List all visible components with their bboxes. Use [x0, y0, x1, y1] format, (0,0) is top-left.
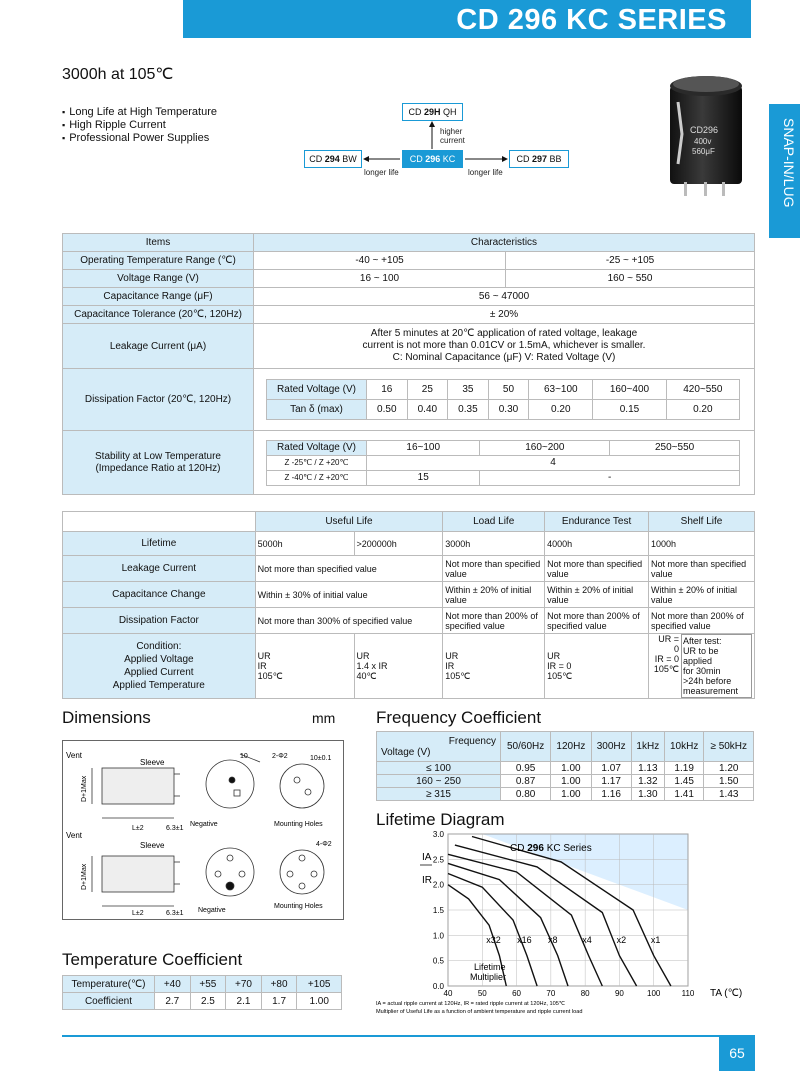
- freq-value: 1.00: [551, 762, 591, 775]
- temp-value: +55: [190, 976, 226, 993]
- sleeve-label: Sleeve: [140, 758, 165, 767]
- series-label: x4: [582, 934, 592, 945]
- life-cell: 4000h: [545, 532, 649, 556]
- temperature-table: [62, 975, 342, 1010]
- y-tick-label: 3.0: [432, 830, 444, 839]
- df-label: Dissipation Factor (20℃, 120Hz): [63, 369, 254, 431]
- phi-label: 4-Φ2: [316, 841, 332, 848]
- chart-footnote: Multiplier of Useful Life as a function of ambient temperature and ripple current load: [376, 1009, 583, 1015]
- spec-table: [62, 233, 755, 495]
- life-cell: Within ± 20% of initial value: [545, 582, 649, 608]
- life-header: Load Life: [443, 512, 545, 532]
- lifetime-diagram-title: Lifetime Diagram: [376, 810, 505, 829]
- y-label-top: IA: [422, 852, 432, 863]
- freq-value: 1.43: [704, 788, 754, 801]
- condition-cell: UR IR 105℃: [443, 634, 545, 699]
- df-value: 0.35: [448, 400, 489, 420]
- frequency-title: Frequency Coefficient: [376, 708, 542, 727]
- df-value: 0.15: [593, 400, 666, 420]
- temp-value: +80: [261, 976, 297, 993]
- series-label: x32: [486, 934, 501, 945]
- dmax-label: D+1Max: [81, 863, 88, 890]
- freq-value: 1.32: [631, 775, 664, 788]
- life-row-label: Dissipation Factor: [63, 608, 256, 634]
- stab-z2-value: -: [480, 470, 740, 485]
- chart-footnote: IA = actual ripple current at 120Hz, IR = rated ripple current at 120Hz, 105℃: [376, 1001, 566, 1007]
- life-cell: Within ± 20% of initial value: [649, 582, 755, 608]
- temp-head-label: Temperature(℃): [63, 976, 155, 993]
- chart-series-label: CD 296 KC Series: [510, 843, 592, 854]
- coef-value: 2.7: [155, 993, 191, 1010]
- df-voltage: 35: [448, 380, 489, 400]
- footer-line: [62, 1035, 751, 1037]
- mounting-label: Mounting Holes: [274, 903, 323, 910]
- items-header: Items: [63, 234, 254, 252]
- temp-value: +105: [297, 976, 342, 993]
- spec-value: 56 ~ 47000: [254, 288, 755, 306]
- freq-col: 1kHz: [631, 732, 664, 762]
- df-tan-label: Tan δ (max): [267, 400, 367, 420]
- y-tick-label: 2.0: [432, 880, 444, 890]
- freq-value: 1.17: [591, 775, 631, 788]
- family-box-left: CD 294 BW: [304, 150, 362, 168]
- multiplier-label: Lifetime Multiplier: [470, 962, 507, 982]
- feature-item: ▪ Professional Power Supplies: [62, 132, 217, 145]
- spec-value: -40 ~ +105: [254, 252, 506, 270]
- spec-value: 160 ~ 550: [506, 270, 755, 288]
- freq-value: 1.19: [664, 762, 704, 775]
- life-cell: Not more than 300% of specified value: [255, 608, 443, 634]
- df-voltage: 63~100: [529, 380, 593, 400]
- stability-table: [266, 440, 740, 486]
- leakage-label: Leakage Current (μA): [63, 324, 254, 369]
- life-cell: Within ± 30% of initial value: [255, 582, 443, 608]
- life-cell: Not more than specified value: [649, 556, 755, 582]
- dimensions-drawing: [62, 740, 344, 920]
- df-value: 0.40: [407, 400, 448, 420]
- cap-print-2: 400v: [694, 137, 712, 146]
- spec-value: ± 20%: [254, 306, 755, 324]
- freq-voltage: ≥ 315: [377, 788, 501, 801]
- coef-value: 2.5: [190, 993, 226, 1010]
- side-tab-label: SNAP-IN/LUG: [781, 118, 797, 208]
- life-row-label: Lifetime: [63, 532, 256, 556]
- vent-label: Vent: [66, 831, 83, 840]
- coef-value: 2.1: [226, 993, 262, 1010]
- x-tick-label: 80: [580, 989, 590, 998]
- page-number: 65: [719, 1035, 755, 1071]
- y-label-bottom: IR: [422, 875, 432, 886]
- x-axis-label: TA (℃): [710, 988, 743, 999]
- stab-voltage: 250~550: [610, 440, 740, 455]
- freq-value: 1.00: [551, 775, 591, 788]
- life-header: Shelf Life: [649, 512, 755, 532]
- family-box-right: CD 297 BB: [509, 150, 569, 168]
- dmax-label: D+1Max: [81, 775, 88, 802]
- series-line-x8: [448, 863, 568, 986]
- feature-item: ▪ High Ripple Current: [62, 119, 217, 132]
- life-cell: Not more than specified value: [545, 556, 649, 582]
- after-test-note: After test: UR to be applied for 30min >24h before measurement: [681, 634, 752, 698]
- freq-value: 0.95: [501, 762, 551, 775]
- y-tick-label: 0.0: [432, 982, 444, 991]
- df-value: 0.20: [529, 400, 593, 420]
- df-head: Rated Voltage (V): [267, 380, 367, 400]
- life-table: [62, 511, 755, 699]
- series-header-bar: [183, 0, 751, 38]
- series-label: x1: [650, 934, 661, 945]
- series-label: x16: [517, 934, 532, 945]
- freq-value: 1.45: [664, 775, 704, 788]
- freq-value: 1.07: [591, 762, 631, 775]
- df-value: 0.50: [367, 400, 408, 420]
- x-tick-label: 50: [477, 989, 487, 998]
- mounting-label: Mounting Holes: [274, 821, 323, 828]
- spec-value: -25 ~ +105: [506, 252, 755, 270]
- life-header: Endurance Test: [545, 512, 649, 532]
- life-cell: 3000h: [443, 532, 545, 556]
- ten-tol-label: 10±0.1: [310, 755, 332, 762]
- l-label: L±2: [132, 825, 144, 832]
- temp-value: +40: [155, 976, 191, 993]
- life-cell: 1000h: [649, 532, 755, 556]
- freq-col: 50/60Hz: [501, 732, 551, 762]
- stab-voltage: 16~100: [367, 440, 480, 455]
- df-value: 0.20: [666, 400, 739, 420]
- spec-label: Capacitance Range (μF): [63, 288, 254, 306]
- life-header: Useful Life: [255, 512, 443, 532]
- freq-value: 1.41: [664, 788, 704, 801]
- coef-label: Coefficient: [63, 993, 155, 1010]
- x-tick-label: 110: [681, 989, 695, 998]
- freq-value: 0.87: [501, 775, 551, 788]
- characteristics-header: Characteristics: [254, 234, 755, 252]
- freq-value: 1.00: [551, 788, 591, 801]
- freq-value: 1.20: [704, 762, 754, 775]
- longer-life-label: longer life: [364, 168, 399, 177]
- freq-corner: Frequency Voltage (V): [377, 732, 501, 762]
- temp-value: +70: [226, 976, 262, 993]
- df-voltage: 160~400: [593, 380, 666, 400]
- series-label: x2: [616, 934, 627, 945]
- leakage-text: After 5 minutes at 20℃ application of rated voltage, leakage current is not more than 0.01CV or 1.5mA, whichever is smaller. C: Nominal Capacitance (μF) V: Rated Voltage (V): [254, 324, 755, 369]
- df-value: 0.30: [488, 400, 529, 420]
- life-cell: Not more than specified value: [443, 556, 545, 582]
- vent-label: Vent: [66, 751, 83, 760]
- subtitle: 3000h at 105℃: [62, 66, 174, 83]
- spec-label: Voltage Range (V): [63, 270, 254, 288]
- pin-label: 6.3±1: [166, 910, 184, 917]
- freq-value: 1.30: [631, 788, 664, 801]
- lifetime-chart: [376, 828, 754, 1028]
- spec-value: 16 ~ 100: [254, 270, 506, 288]
- x-tick-label: 100: [647, 989, 661, 998]
- y-tick-label: 2.5: [432, 855, 444, 865]
- phi-label: 2-Φ2: [272, 753, 288, 760]
- life-cell: Within ± 20% of initial value: [443, 582, 545, 608]
- dimensions-title: Dimensions: [62, 708, 151, 727]
- coef-value: 1.00: [297, 993, 342, 1010]
- freq-value: 1.16: [591, 788, 631, 801]
- ten-label: 10: [240, 753, 248, 760]
- freq-value: 1.13: [631, 762, 664, 775]
- cap-print-1: CD296: [690, 125, 719, 135]
- stab-z2-label: Z -40℃ / Z +20℃: [267, 470, 367, 485]
- spec-label: Capacitance Tolerance (20℃, 120Hz): [63, 306, 254, 324]
- df-voltage: 16: [367, 380, 408, 400]
- family-box-center: CD 296 KC: [402, 150, 463, 168]
- condition-cell: UR 1.4 x IR 40℃: [354, 634, 443, 699]
- condition-cell: UR IR 105℃: [255, 634, 354, 699]
- stab-head: Rated Voltage (V): [267, 440, 367, 455]
- y-tick-label: 0.5: [432, 956, 444, 966]
- freq-value: 1.50: [704, 775, 754, 788]
- y-tick-label: 1.5: [432, 906, 444, 915]
- life-cell: Not more than 200% of specified value: [545, 608, 649, 634]
- family-box-top: CD 29H QH: [402, 103, 463, 121]
- freq-col: 300Hz: [591, 732, 631, 762]
- df-table: [266, 379, 740, 420]
- life-cell: Not more than specified value: [255, 556, 443, 582]
- df-voltage: 50: [488, 380, 529, 400]
- condition-label: Condition: Applied Voltage Applied Current Applied Temperature: [63, 634, 256, 699]
- series-label: x8: [548, 934, 558, 945]
- freq-voltage: 160 ~ 250: [377, 775, 501, 788]
- stab-z1-value: 4: [367, 455, 740, 470]
- life-cell: Not more than 200% of specified value: [649, 608, 755, 634]
- life-cell: >200000h: [354, 532, 443, 556]
- x-tick-label: 70: [546, 989, 556, 998]
- pin-label: 6.3±1: [166, 825, 184, 832]
- negative-label: Negative: [190, 821, 218, 828]
- cap-print-3: 560μF: [692, 147, 715, 156]
- life-cell: Not more than 200% of specified value: [443, 608, 545, 634]
- freq-col: ≥ 50kHz: [704, 732, 754, 762]
- x-tick-label: 40: [443, 989, 453, 998]
- freq-value: 0.80: [501, 788, 551, 801]
- feature-item: ▪ Long Life at High Temperature: [62, 106, 217, 119]
- temperature-title: Temperature Coefficient: [62, 950, 243, 969]
- condition-cell: UR IR = 0 105℃: [545, 634, 649, 699]
- x-tick-label: 90: [614, 989, 624, 998]
- df-voltage: 25: [407, 380, 448, 400]
- life-cell: 5000h: [255, 532, 354, 556]
- negative-label: Negative: [198, 907, 226, 914]
- spec-label: Operating Temperature Range (℃): [63, 252, 254, 270]
- dimensions-unit: mm: [312, 710, 336, 726]
- coef-value: 1.7: [261, 993, 297, 1010]
- frequency-table: [376, 731, 754, 801]
- side-tab: [769, 104, 800, 238]
- df-voltage: 420~550: [666, 380, 739, 400]
- stab-voltage: 160~200: [480, 440, 610, 455]
- longer-life-label: longer life: [468, 168, 503, 177]
- freq-col: 120Hz: [551, 732, 591, 762]
- freq-voltage: ≤ 100: [377, 762, 501, 775]
- l-label: L±2: [132, 910, 144, 917]
- x-tick-label: 60: [512, 989, 522, 998]
- capacitor-image: [660, 64, 750, 199]
- stability-label: Stability at Low Temperature (Impedance Ratio at 120Hz): [63, 431, 254, 495]
- sleeve-label: Sleeve: [140, 841, 165, 850]
- y-tick-label: 1.0: [432, 931, 444, 941]
- condition-cell: UR = 0 IR = 0 105℃ After test: UR to be applied for 30min >24h before measurement: [649, 634, 755, 699]
- freq-col: 10kHz: [664, 732, 704, 762]
- stab-z1-label: Z -25℃ / Z +20℃: [267, 455, 367, 470]
- feature-list: [62, 106, 217, 145]
- higher-current-label: higher current: [440, 127, 465, 145]
- life-row-label: Leakage Current: [63, 556, 256, 582]
- series-title: CD 296 KC SERIES: [456, 4, 727, 36]
- stab-z2-value: 15: [367, 470, 480, 485]
- life-row-label: Capacitance Change: [63, 582, 256, 608]
